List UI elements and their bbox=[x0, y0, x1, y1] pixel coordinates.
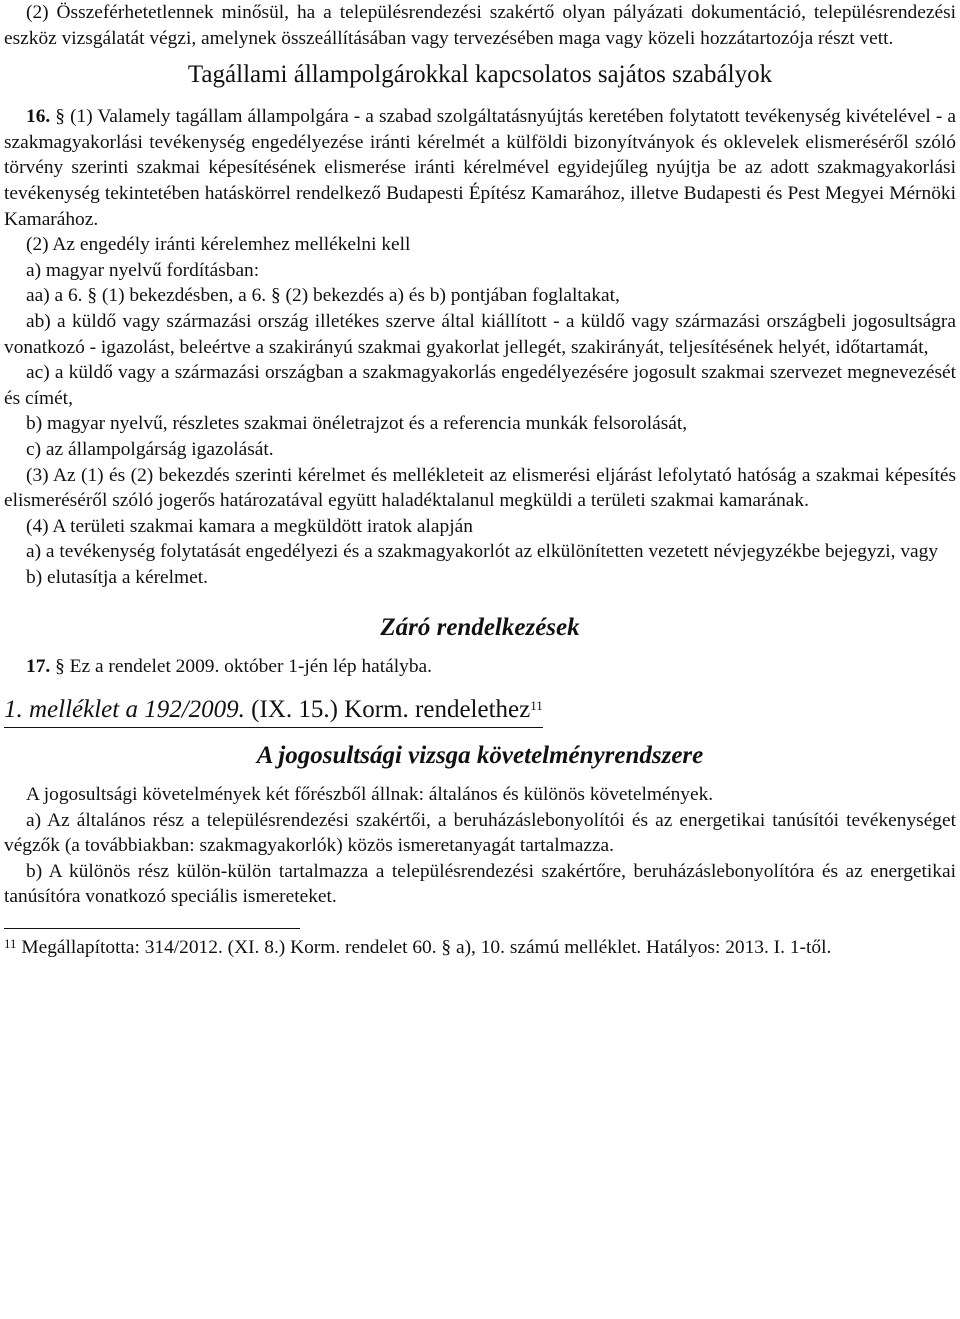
annex-heading-underlined bbox=[4, 694, 543, 728]
section-sign-icon: § bbox=[50, 106, 66, 128]
annex-heading-italic: 1. melléklet a 192/2009. bbox=[4, 696, 245, 724]
section-16-paragraph-4-a: a) a tevékenység folytatását engedélyezi és a szakmagyakorlót az elkülönítetten vezetett névjegyzékbe bejegyzi, vagy bbox=[26, 541, 939, 563]
section-16-paragraph-2: (2) Az engedély iránti kérelemhez mellékelni kell bbox=[26, 234, 411, 256]
annex-intro-paragraph: A jogosultsági követelmények két főrészből állnak: általános és különös követelmények. bbox=[26, 784, 714, 806]
section-16-point-ab: ab) a küldő vagy származási ország illetékes szerve által kiállított - a küldő vagy származási országbeli jogosultságra vonatkozó - igazolást, beleértve a szakirányú szakmai gyakorlat jellegét, szakirányát, teljesítésének helyét, időtartamát, bbox=[4, 310, 956, 358]
annex-point-b: b) A különös rész külön-külön tartalmazza a településrendezési szakértőre, beruházáslebonyolítóra és az energetikai tanúsítóra vonatkozó speciális ismereteket. bbox=[4, 860, 956, 908]
section-sign-icon: § bbox=[50, 656, 65, 678]
section-17-paragraph bbox=[4, 654, 956, 680]
footnote bbox=[4, 935, 956, 961]
annex-title: A jogosultsági vizsga követelményrendszere bbox=[256, 742, 704, 770]
section-16-paragraph-4: (4) A területi szakmai kamara a megküldött iratok alapján bbox=[26, 515, 473, 537]
footnote-number: 11 bbox=[4, 936, 17, 952]
section-sign-icon: § bbox=[441, 937, 452, 959]
section-17-text: Ez a rendelet 2009. október 1-jén lép hatályba. bbox=[64, 656, 432, 678]
section-16-text-1: (1) Valamely tagállam állampolgára - a szabad szolgáltatásnyújtás keretében folytatott tevékenység kivételével - a szakmagyakorlási tevékenység engedélyezése iránti kérelmét a külföldi bizonyítványok és oklevelek elismeréséről szóló törvény szerinti szakmai képesítésének elismerése iránti kérelmével egyidejűleg nyújtja be az adott szakmagyakorlási tevékenység tekintetében hatáskörrel rendelkező Budapesti Építész Kamarához, illetve Budapesti és Pest Megyei Mérnöki Kamarához. bbox=[4, 106, 956, 230]
closing-provisions-title: Záró rendelkezések bbox=[380, 614, 580, 642]
section-16-point-ac: ac) a küldő vagy a származási országban a szakmagyakorlás engedélyezésére jogosult szakmai szervezet megnevezését és címét, bbox=[4, 362, 956, 409]
section-title: Tagállami állampolgárokkal kapcsolatos sajátos szabályok bbox=[187, 61, 773, 89]
document-page bbox=[4, 0, 956, 961]
section-16-paragraph-1 bbox=[4, 104, 956, 232]
section-16-point-b: b) magyar nyelvű, részletes szakmai önéletrajzot és a referencia munkák felsorolását, bbox=[26, 413, 688, 435]
footnote-text-1: Megállapította: 314/2012. (XI. 8.) Korm. rendelet 60. § a), 10. számú melléklet. Hatályos: 2013. I. 1-től. bbox=[16, 937, 832, 959]
annex-point-a: a) Az általános rész a településrendezési szakértői, a beruházáslebonyolítói és az energetikai tanúsítói tevékenységet végzők (a továbbiakban: szakmagyakorlók) közös ismeretanyagát tartalmazza. bbox=[4, 809, 956, 857]
section-sign-icon: § bbox=[87, 285, 98, 307]
paragraph-conflict-of-interest: (2) Összeférhetetlennek minősül, ha a településrendezési szakértő olyan pályázati dokumentáció, településrendezési eszköz vizsgálatát végzi, amelynek összeállításában vagy tervezésében maga vagy közeli hozzátartozója részt vett. bbox=[4, 2, 956, 49]
section-16-number: 16. bbox=[26, 106, 51, 128]
footnote-separator bbox=[4, 928, 300, 929]
section-sign-icon: § bbox=[270, 285, 281, 307]
section-17-number: 17. bbox=[26, 656, 51, 678]
section-16-paragraph-4-b: b) elutasítja a kérelmet. bbox=[26, 566, 208, 588]
section-16-point-a: a) magyar nyelvű fordításban: bbox=[26, 259, 260, 281]
annex-heading bbox=[4, 694, 956, 728]
section-16-point-c: c) az állampolgárság igazolását. bbox=[26, 438, 274, 460]
section-16-paragraph-3: (3) Az (1) és (2) bekezdés szerinti kérelmet és mellékleteit az elismerési eljárást lefolytató hatóság a szakmai képesítés elismeréséről szóló jogerős határozatával együtt haladéktalanul megküldi a területi szakmai kamarának. bbox=[4, 464, 956, 512]
footnote-reference[interactable]: 11 bbox=[530, 698, 543, 714]
annex-heading-normal: (IX. 15.) Korm. rendelethez bbox=[244, 696, 531, 724]
section-16-point-aa: aa) a 6. § (1) bekezdésben, a 6. § (2) bekezdés a) és b) pontjában foglaltakat, bbox=[26, 285, 620, 307]
